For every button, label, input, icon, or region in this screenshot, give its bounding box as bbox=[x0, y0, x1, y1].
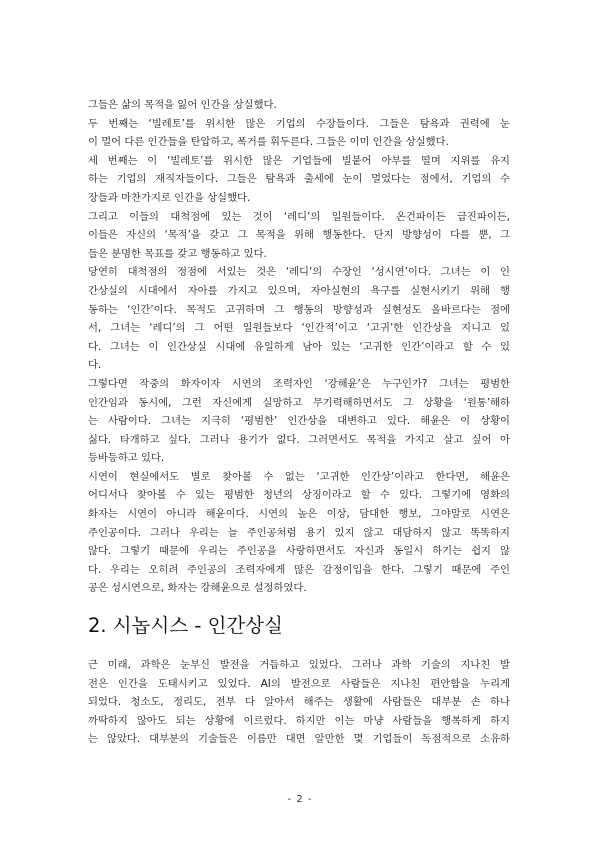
text-line: 전은 인간을 도태시키고 있었다. AI의 발전으로 사람들은 지나친 편안함을 누리게 bbox=[88, 677, 510, 690]
text-line: 싫다. 타개하고 싶다. 그러나 용기가 없다. 그러면서도 목적을 가지고 살고 싶어 아 bbox=[88, 433, 510, 446]
text-line: 그렇다면 작중의 화자이자 시연의 조력자인 ‘강해윤’은 누구인가? 그녀는 평범한 bbox=[88, 377, 510, 390]
text-line: 간상실의 시대에서 자아를 가지고 있으며, 자아실현의 욕구를 실현시키기 위해 행 bbox=[88, 284, 510, 297]
text-line: 당연히 대척점의 정점에 서있는 것은 ‘레디’의 수장인 ‘성시연’이다. 그녀는 이 인 bbox=[88, 266, 510, 279]
text-line: 그들은 삶의 목적을 잃어 인간을 상실했다. bbox=[88, 99, 277, 111]
text-line: 화자는 시연이 아니라 해윤이다. 시연의 높은 이상, 담대한 행보, 그야말로 시연은 bbox=[88, 508, 510, 521]
text-line: 그리고 이들의 대척점에 있는 것이 ‘레디’의 일원들이다. 온건파이든 급진파이든, bbox=[88, 210, 510, 223]
text-line: 는 사람이다. 그녀는 지극히 ‘평범한’ 인간상을 대변하고 있다. 해윤은 이 상황이 bbox=[88, 415, 510, 428]
text-line: 이들은 자신의 ‘목적’을 갖고 그 목적을 위해 행동한다. 단지 방향성이 다를 뿐, 그 bbox=[88, 229, 510, 242]
section-heading: 2. 시놉시스 - 인간상실 bbox=[88, 614, 283, 637]
text-line: 다. 우리는 오히려 주인공의 조력자에게 많은 감정이입을 한다. 그렇기 때문에 주인 bbox=[88, 563, 510, 576]
page-number: - 2 - bbox=[287, 794, 313, 805]
text-line: 세 번째는 이 ‘빌레토’를 위시한 많은 기업들에 빌붙어 아부를 떨며 지위를 유지 bbox=[88, 154, 510, 167]
text-line: 서, 그녀는 ‘레디’의 그 어떤 일원들보다 ‘인간적’이고 ‘고귀’한 인간상을 지니고 있 bbox=[88, 322, 510, 335]
text-line: 두 번째는 ‘빌레토’를 위시한 많은 기업의 수장들이다. 그들은 탐욕과 권력에 눈 bbox=[88, 117, 510, 130]
text-line: 주인공이다. 그러나 우리는 늘 주인공처럼 용기 있지 않고 대담하지 않고 똑똑하지 bbox=[88, 526, 510, 539]
text-line: 장들과 마찬가지로 인간을 상실했다. bbox=[88, 191, 251, 204]
text-line: 동하는 ‘인간’이다. 목적도 고귀하며 그 행동의 방향성과 실현성도 올바르다는 점에 bbox=[88, 303, 510, 316]
text-line: 까딱하지 않아도 되는 상황에 이르렀다. 하지만 이는 마냥 사람들을 행복하게 하지 bbox=[88, 714, 510, 727]
text-line: 다. bbox=[88, 359, 102, 372]
synopsis-body bbox=[88, 656, 510, 749]
text-line: 되었다. 청소도, 정리도, 전부 다 알아서 해주는 생활에 사람들은 대부분 손 하나 bbox=[88, 696, 510, 709]
text-line: 시연이 현실에서도 별로 찾아볼 수 없는 ‘고귀한 인간상’이라고 한다면, 해윤은 bbox=[88, 470, 510, 483]
text-line: 하는 기업의 재직자들이다. 그들은 탐욕과 출세에 눈이 멀었다는 점에서, 기업의 수 bbox=[88, 173, 510, 186]
text-line: 이 멀어 다른 인간들을 탄압하고, 폭거를 휘두른다. 그들은 이미 인간을 상실했다. bbox=[88, 136, 449, 149]
text-line: 않다. 그렇기 때문에 우리는 주인공을 사랑하면서도 자신과 동일시 하기는 쉽지 않 bbox=[88, 545, 510, 558]
text-line: 등바등하고 있다. bbox=[88, 452, 165, 465]
section1-body bbox=[88, 96, 510, 598]
text-line: 공은 성시연으로, 화자는 강해윤으로 설정하였다. bbox=[88, 582, 307, 595]
text-line: 다. 그녀는 이 인간상실 시대에 유일하게 남아 있는 ‘고귀한 인간’이라고 할 수 있 bbox=[88, 340, 510, 353]
text-line: 근 미래, 과학은 눈부신 발전을 거듭하고 있었다. 그러나 과학 기술의 지나친 발 bbox=[88, 659, 510, 671]
text-line: 인간임과 동시에, 그런 자신에게 실망하고 무기력해하면서도 그 상황을 ‘원통’해하 bbox=[88, 396, 510, 409]
text-line: 들은 분명한 목표를 갖고 행동하고 있다. bbox=[88, 247, 267, 260]
text-line: 는 않았다. 대부분의 기술들은 이름만 대면 알만한 몇 기업들이 독점적으로 소유하 bbox=[88, 733, 510, 746]
text-line: 어디서나 찾아볼 수 있는 평범한 청년의 상징이라고 할 수 있다. 그렇기에 영화의 bbox=[88, 489, 510, 502]
